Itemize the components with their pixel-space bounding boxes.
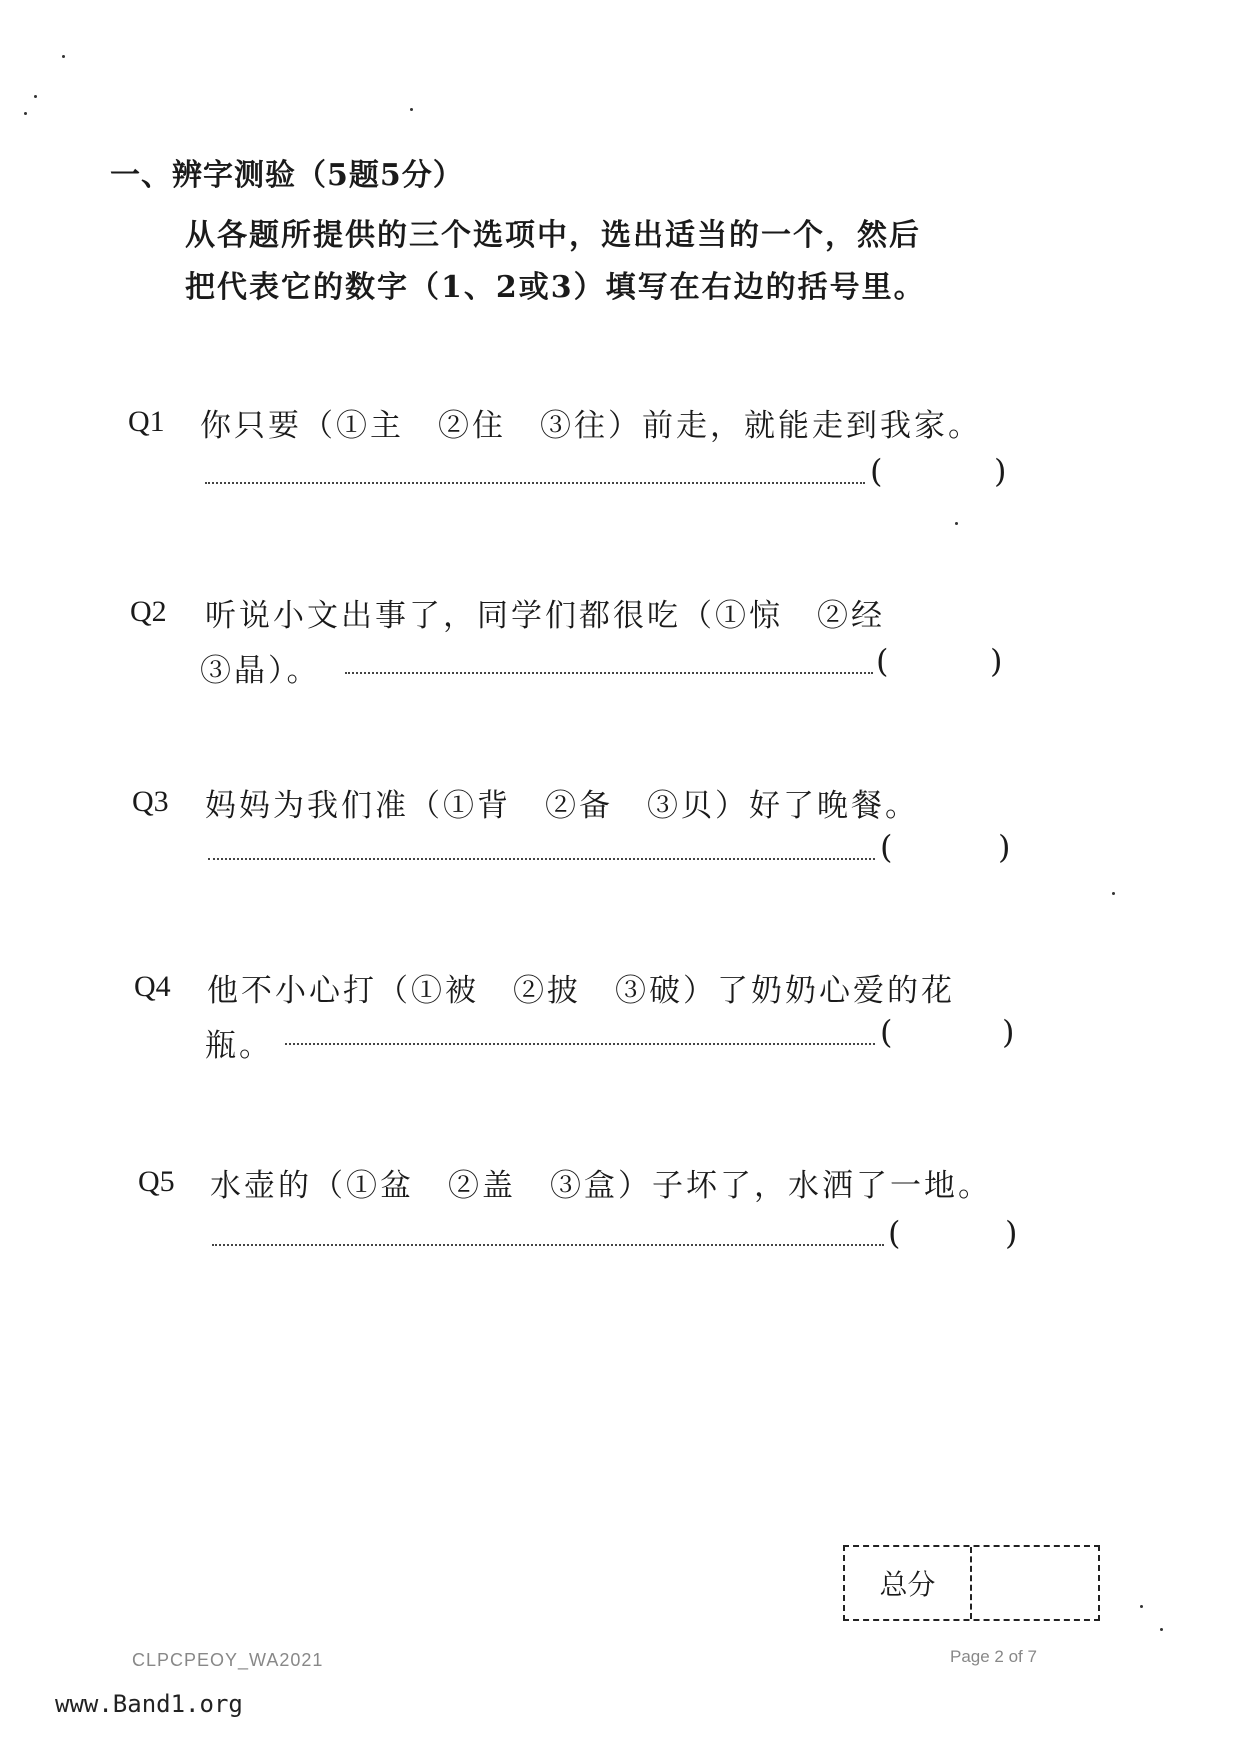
question-1-answer-blank[interactable] <box>890 455 990 495</box>
total-score-field[interactable] <box>972 1547 1098 1619</box>
question-4-text-cont: 瓶。 <box>205 1028 273 1064</box>
scan-speck <box>1140 1605 1143 1608</box>
question-5-text: 水壶的（①盆 ②盖 ③盒）子坏了，水洒了一地。 <box>210 1168 992 1204</box>
question-4-number: Q4 <box>134 970 171 1003</box>
question-2-answer-close: ) <box>990 642 1003 680</box>
question-3-answer-line <box>208 858 875 860</box>
question-1-answer-open: ( <box>870 452 883 490</box>
scan-speck <box>1160 1628 1163 1631</box>
question-5-answer-blank[interactable] <box>908 1216 1003 1256</box>
question-3-answer-open: ( <box>880 828 893 866</box>
question-2-number: Q2 <box>130 595 167 628</box>
question-2-text-cont: ③晶）。 <box>200 653 321 689</box>
question-3-text: 妈妈为我们准（①背 ②备 ③贝）好了晚餐。 <box>205 788 919 824</box>
scan-speck <box>410 108 413 111</box>
footer-page-number: Page 2 of 7 <box>950 1647 1037 1666</box>
scan-speck <box>24 112 27 115</box>
question-4-text: 他不小心打（①被 ②披 ③破）了奶奶心爱的花 <box>207 973 955 1009</box>
question-4-answer-open: ( <box>880 1013 893 1051</box>
question-4-answer-blank[interactable] <box>900 1015 1000 1055</box>
total-score-box <box>843 1545 1100 1621</box>
question-3-answer-close: ) <box>998 828 1011 866</box>
watermark-url: www.Band1.org <box>55 1690 243 1718</box>
scan-speck <box>62 55 65 58</box>
question-2-answer-open: ( <box>876 642 889 680</box>
instruction-line-1: 从各题所提供的三个选项中，选出适当的一个，然后 <box>185 218 921 253</box>
question-1-number: Q1 <box>128 405 165 438</box>
question-5-answer-line <box>212 1244 884 1246</box>
question-1-answer-close: ) <box>994 452 1007 490</box>
question-3-answer-blank[interactable] <box>900 830 1000 870</box>
question-2-text: 听说小文出事了，同学们都很吃（①惊 ②经 <box>205 598 885 634</box>
scan-speck <box>955 522 958 525</box>
scan-speck <box>1112 892 1115 895</box>
question-5-answer-open: ( <box>888 1214 901 1252</box>
scan-speck <box>34 95 37 98</box>
instruction-line-2: 把代表它的数字（1、2或3）填写在右边的括号里。 <box>185 270 926 305</box>
total-score-label: 总分 <box>845 1547 972 1619</box>
footer-paper-code: CLPCPEOY_WA2021 <box>132 1650 324 1670</box>
section-title: 一、辨字测验（5题5分） <box>110 158 464 193</box>
question-3-number: Q3 <box>132 785 169 818</box>
question-1-answer-line <box>205 482 865 484</box>
question-4-answer-close: ) <box>1002 1013 1015 1051</box>
question-2-answer-line <box>345 672 873 674</box>
question-5-answer-close: ) <box>1005 1214 1018 1252</box>
question-2-answer-blank[interactable] <box>896 645 996 685</box>
question-5-number: Q5 <box>138 1165 175 1198</box>
question-4-answer-line <box>285 1043 875 1045</box>
question-1-text: 你只要（①主 ②住 ③往）前走，就能走到我家。 <box>200 408 982 444</box>
